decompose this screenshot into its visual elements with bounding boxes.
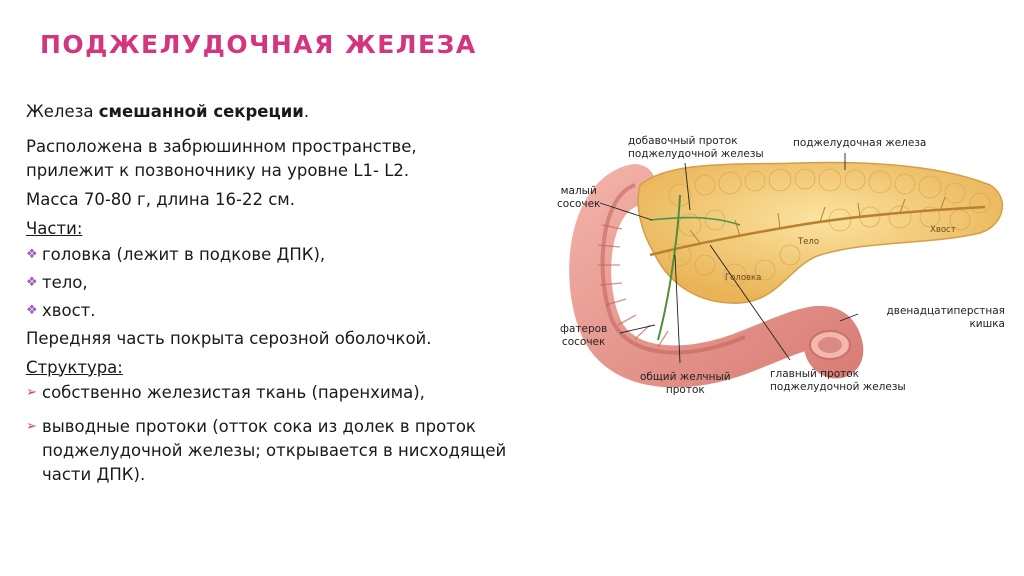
structure-heading: Структура: <box>26 357 123 377</box>
text-content <box>26 100 556 491</box>
label-bile-duct: общий желчный проток <box>640 371 731 396</box>
arrow-bullet-icon: ➢ <box>26 385 37 401</box>
label-body: Тело <box>798 237 820 247</box>
parts-heading: Части: <box>26 218 83 238</box>
label-pancreas: поджелудочная железа <box>793 137 927 149</box>
location-text: Расположена в забрюшинном пространстве, прилежит к позвоночнику на уровне L1- L2. <box>26 136 417 180</box>
intro-suffix: . <box>303 102 310 121</box>
label-main-duct: главный проток поджелудочной железы <box>770 368 906 393</box>
page-title: ПОДЖЕЛУДОЧНАЯ ЖЕЛЕЗА <box>40 30 477 59</box>
diamond-bullet-icon: ❖ <box>26 274 38 290</box>
mass-text: Масса 70-80 г, длина 16-22 см. <box>26 189 295 209</box>
intro-line <box>26 100 556 124</box>
label-minor-papilla: малый сосочек <box>557 185 601 210</box>
intro-bold: смешанной секреции <box>98 102 304 121</box>
list-item: ❖ хвост. <box>26 299 556 323</box>
pancreas-diagram <box>540 125 1010 415</box>
label-vater-papilla: фатеров сосочек <box>560 323 608 348</box>
label-head: Головка <box>725 273 762 283</box>
list-item: ➢ выводные протоки (отток сока из долек в проток поджелудочной железы; открывается в нисходящей части ДПК). <box>26 417 507 485</box>
list-item: ❖ тело, <box>26 271 556 295</box>
intro-prefix: Железа <box>26 102 99 121</box>
label-duodenum: двенадцатиперстная кишка <box>886 305 1005 330</box>
arrow-bullet-icon: ➢ <box>26 419 37 435</box>
list-item: ❖ головка (лежит в подкове ДПК), <box>26 243 556 267</box>
label-accessory-duct: добавочный проток поджелудочной железы <box>628 135 764 160</box>
serous-text: Передняя часть покрыта серозной оболочкой. <box>26 328 432 348</box>
list-item: ➢ собственно железистая ткань (паренхима), <box>26 381 556 405</box>
diamond-bullet-icon: ❖ <box>26 302 38 318</box>
diamond-bullet-icon: ❖ <box>26 246 38 262</box>
label-tail: Хвост <box>930 225 956 235</box>
